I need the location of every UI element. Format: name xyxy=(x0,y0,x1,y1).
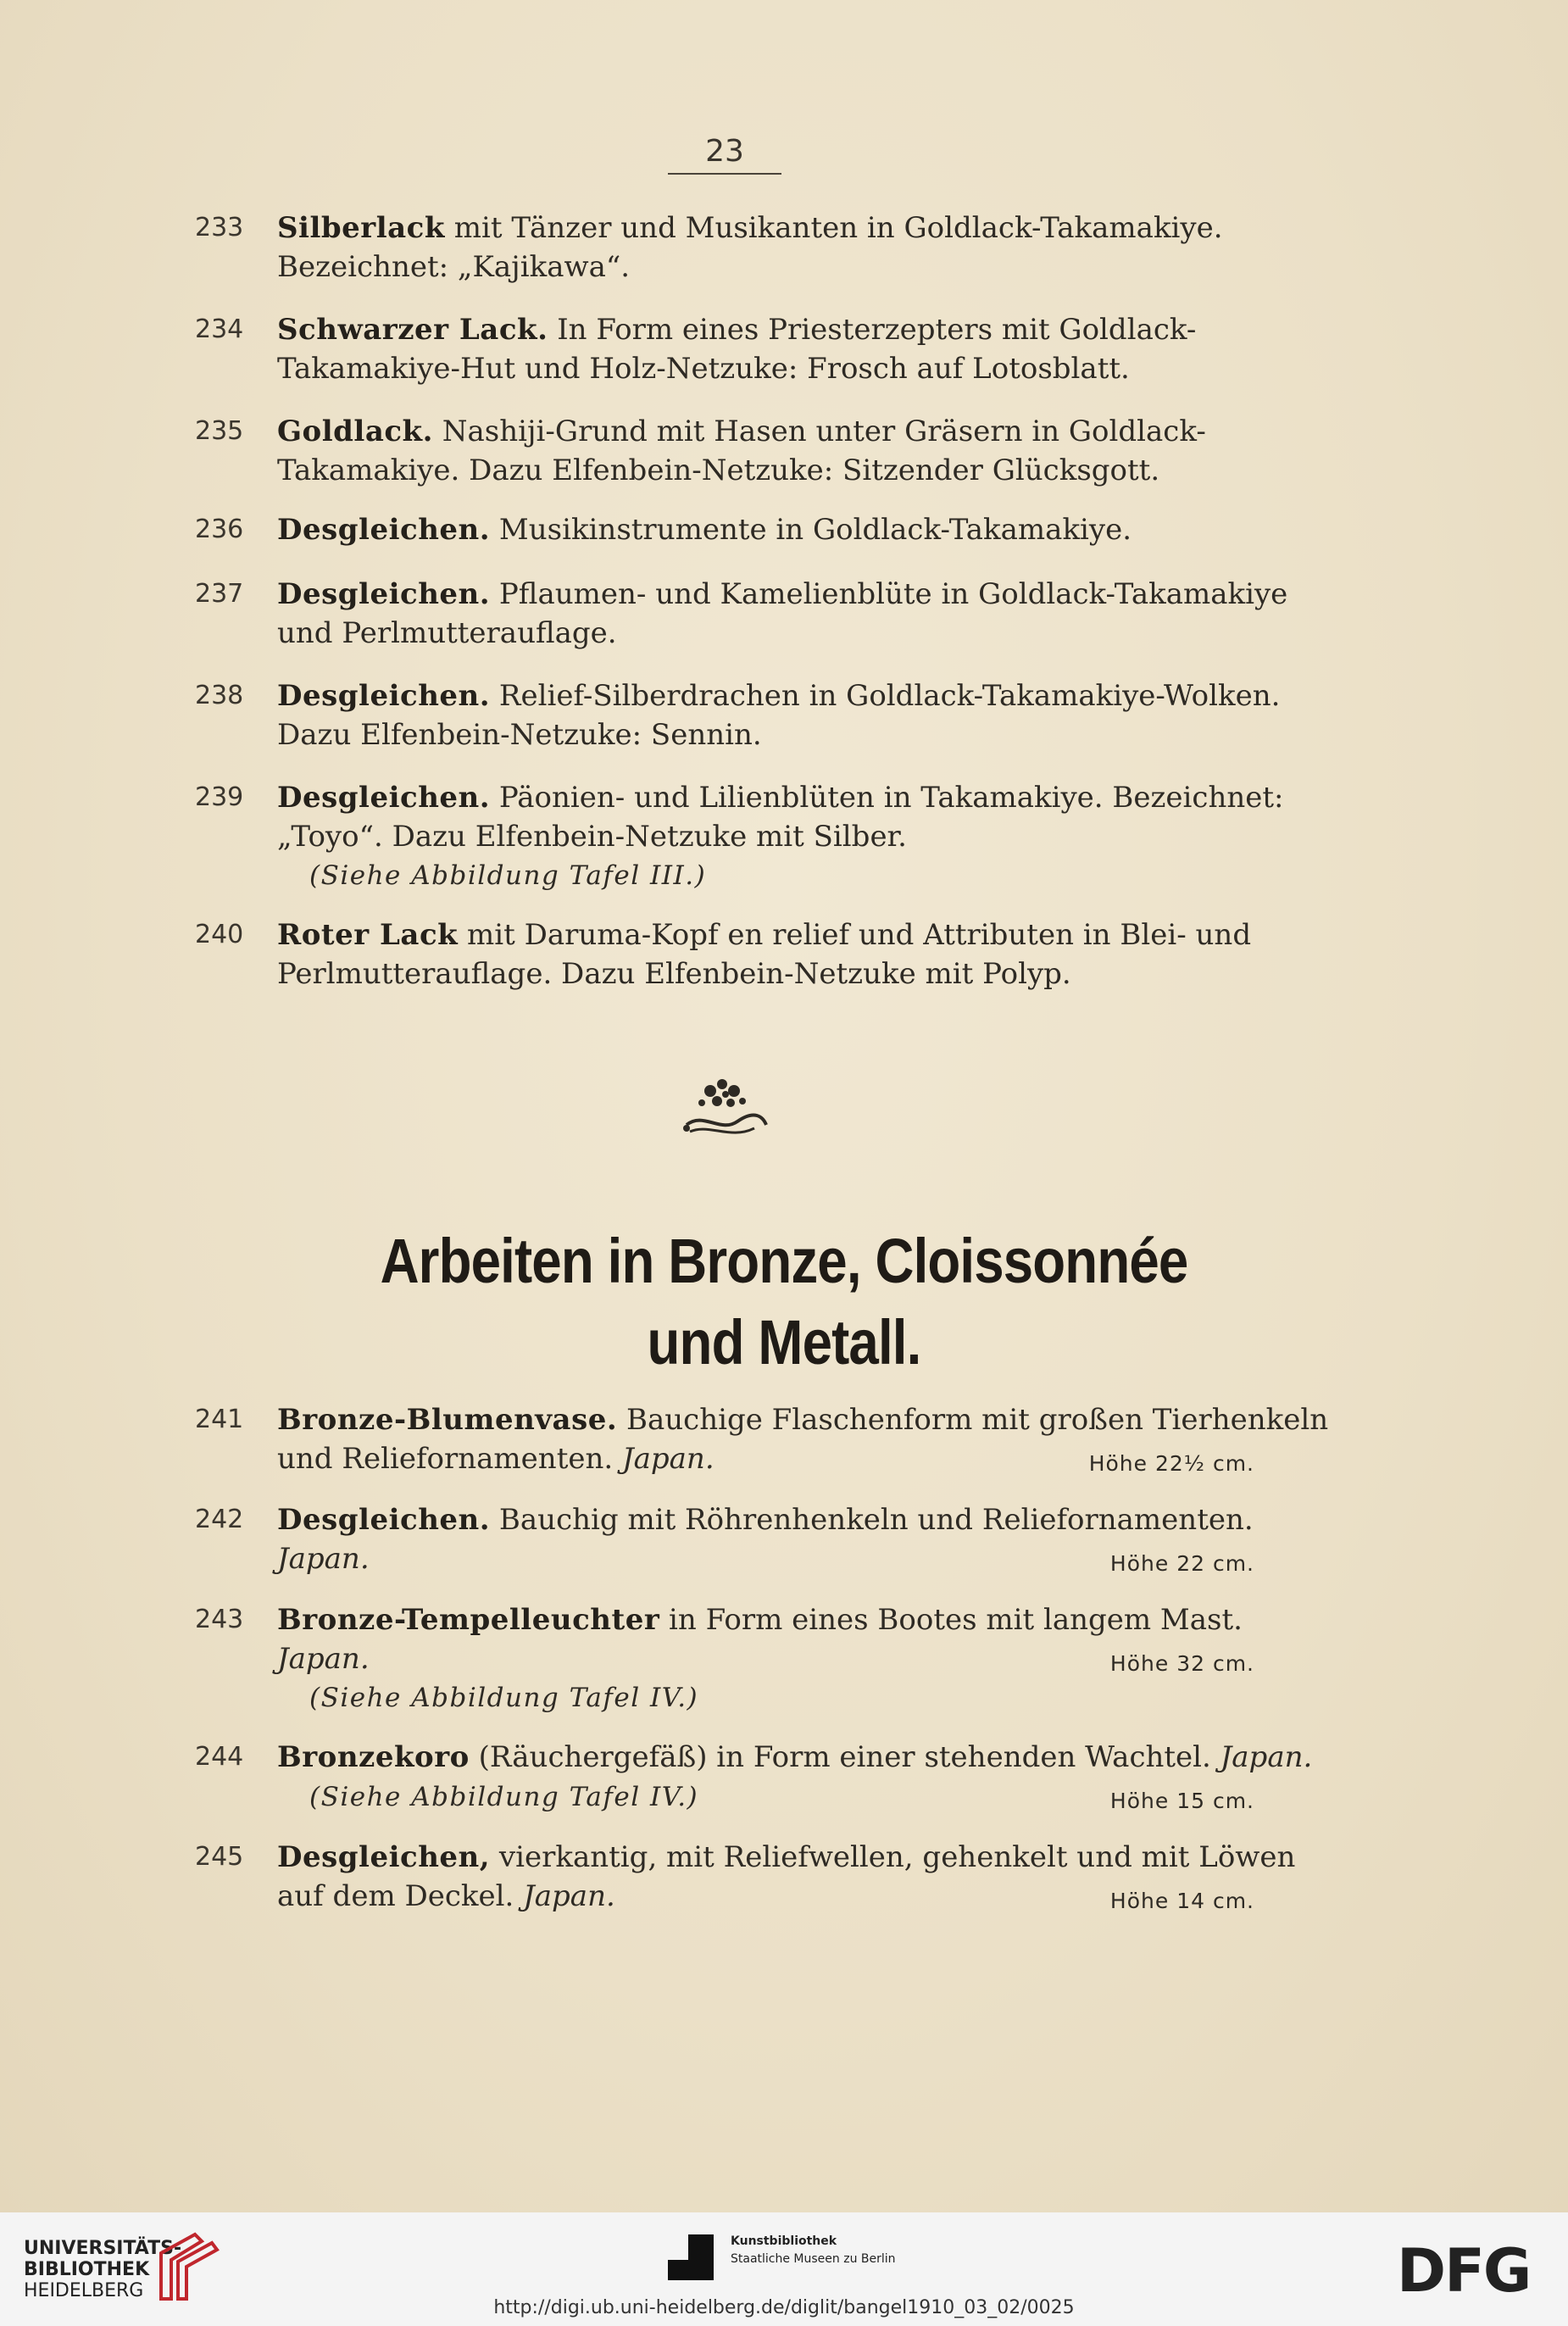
ub-line2: BIBLIOTHEK xyxy=(24,2259,150,2280)
entry-number: 240 xyxy=(195,920,244,949)
entry-lead-term: Desgleichen, xyxy=(277,1840,491,1874)
entry-text xyxy=(277,575,1288,653)
entry-number: 238 xyxy=(195,681,244,710)
entry-plate-reference: (Siehe Abbildung Tafel IV.) xyxy=(309,1683,699,1713)
entry-description: (Räuchergefäß) in Form einer stehenden Wachtel. xyxy=(469,1740,1220,1774)
entry-description: mit Daruma-Kopf en relief und Attributen in Blei- und xyxy=(458,918,1252,952)
entry-origin: Japan. xyxy=(277,1542,370,1576)
entry-line xyxy=(277,676,1281,715)
entry-description: in Form eines Bootes mit langem Mast. xyxy=(659,1603,1243,1637)
entry-height: Höhe 15 cm. xyxy=(1109,1789,1254,1813)
ub-line1: UNIVERSITÄTS- xyxy=(24,2238,182,2259)
entry-description: auf dem Deckel. xyxy=(277,1879,524,1913)
entry-text xyxy=(277,1838,1296,1916)
entry-text xyxy=(277,209,1254,287)
catalog-entry-237 xyxy=(195,575,1288,653)
source-url[interactable]: http://digi.ub.uni-heidelberg.de/diglit/bangel1910_03_02/0025 xyxy=(493,2297,1075,2318)
entry-description: mit Tänzer und Musikanten in Goldlack-Takamakiye. xyxy=(444,211,1223,245)
entry-lead-term: Bronzekoro xyxy=(277,1740,470,1774)
entry-description: Päonien- und Lilienblüten in Takamakiye. Bezeichnet: xyxy=(490,781,1284,815)
kunstbibliothek-logo-icon[interactable] xyxy=(668,2234,714,2280)
catalog-entry-240 xyxy=(195,915,1254,993)
catalog-entry-245 xyxy=(195,1838,1296,1921)
entry-description: Takamakiye-Hut und Holz-Netzuke: Frosch auf Lotosblatt. xyxy=(277,352,1130,386)
section-heading-line2: und Metall. xyxy=(647,1307,921,1377)
entry-description: Bauchige Flaschenform mit großen Tierhenkeln xyxy=(617,1403,1329,1437)
entry-origin: Japan. xyxy=(523,1879,615,1913)
entry-line xyxy=(277,1639,1254,1678)
entry-height: Höhe 22 cm. xyxy=(1109,1551,1254,1576)
entry-plate-reference: (Siehe Abbildung Tafel III.) xyxy=(309,860,707,891)
catalog-entry-233 xyxy=(195,209,1254,287)
kb-subtitle: Staatliche Museen zu Berlin xyxy=(731,2252,896,2266)
entry-number: 241 xyxy=(195,1405,244,1434)
entry-line xyxy=(277,310,1254,349)
entry-line xyxy=(277,1400,1329,1439)
entry-line xyxy=(277,349,1254,388)
entry-number: 235 xyxy=(195,416,244,446)
catalog-entry-236 xyxy=(195,510,1254,549)
entry-lead-term: Desgleichen. xyxy=(277,577,491,611)
kb-title: Kunstbibliothek xyxy=(731,2234,837,2248)
entry-origin: Japan. xyxy=(1220,1740,1313,1774)
entry-number: 239 xyxy=(195,782,244,812)
kunstbibliothek-text[interactable] xyxy=(731,2233,896,2268)
entry-line xyxy=(277,1439,1254,1478)
entry-height: Höhe 22½ cm. xyxy=(1088,1451,1254,1476)
entry-line xyxy=(277,778,1284,817)
entry-origin: Japan. xyxy=(277,1642,370,1676)
catalog-entry-242 xyxy=(195,1500,1254,1583)
entry-lead-term: Silberlack xyxy=(277,211,445,245)
dfg-logo[interactable]: DFG xyxy=(1397,2236,1531,2306)
entry-line xyxy=(277,248,1254,287)
entry-number: 234 xyxy=(195,314,244,344)
entry-description: Bezeichnet: „Kajikawa“. xyxy=(277,250,631,284)
entry-text xyxy=(277,1500,1254,1578)
catalog-entry-235 xyxy=(195,412,1254,490)
entry-number: 233 xyxy=(195,213,244,242)
entry-text xyxy=(277,1400,1329,1478)
entry-description: „Toyo“. Dazu Elfenbein-Netzuke mit Silber. xyxy=(277,820,907,854)
entry-line xyxy=(277,954,1254,993)
catalog-entry-241 xyxy=(195,1400,1329,1483)
entry-text xyxy=(277,778,1284,895)
entry-line xyxy=(277,412,1254,451)
entry-description: Dazu Elfenbein-Netzuke: Sennin. xyxy=(277,718,762,752)
entry-number: 237 xyxy=(195,579,244,609)
entry-lead-term: Desgleichen. xyxy=(277,679,491,713)
entry-description: Takamakiye. Dazu Elfenbein-Netzuke: Sitzender Glücksgott. xyxy=(277,454,1160,487)
entry-lead-term: Desgleichen. xyxy=(277,781,491,815)
entry-height: Höhe 32 cm. xyxy=(1109,1651,1254,1676)
entry-description: In Form eines Priesterzepters mit Goldlack- xyxy=(548,313,1197,347)
entry-number: 242 xyxy=(195,1505,244,1534)
entry-line xyxy=(277,1877,1254,1916)
entry-origin: Japan. xyxy=(622,1442,714,1476)
entry-text xyxy=(277,915,1254,993)
entry-text xyxy=(277,1738,1313,1817)
entry-text xyxy=(277,412,1254,490)
entry-text xyxy=(277,1600,1254,1717)
ub-heidelberg-logo-icon[interactable] xyxy=(153,2228,225,2306)
catalog-entry-234 xyxy=(195,310,1254,388)
catalog-entry-243 xyxy=(195,1600,1254,1717)
entry-description: Musikinstrumente in Goldlack-Takamakiye. xyxy=(490,513,1132,547)
entry-line xyxy=(277,915,1254,954)
entry-description: Relief-Silberdrachen in Goldlack-Takamakiye-Wolken. xyxy=(490,679,1281,713)
entry-height: Höhe 14 cm. xyxy=(1109,1889,1254,1913)
entry-line xyxy=(277,1838,1296,1877)
catalog-entry-244 xyxy=(195,1738,1313,1821)
ub-line3: HEIDELBERG xyxy=(24,2280,144,2301)
entry-lead-term: Schwarzer Lack. xyxy=(277,313,548,347)
entry-number: 243 xyxy=(195,1605,244,1634)
entry-line xyxy=(277,1738,1313,1777)
entry-description: und Perlmutterauflage. xyxy=(277,616,617,650)
entry-line xyxy=(277,614,1254,653)
entry-lead-term: Desgleichen. xyxy=(277,513,491,547)
floral-ornament-icon xyxy=(678,1072,771,1140)
entry-line xyxy=(277,1539,1254,1578)
entry-line xyxy=(277,715,1254,754)
entry-description: Bauchig mit Röhrenhenkeln und Reliefornamenten. xyxy=(490,1503,1254,1537)
footer-bar xyxy=(0,2212,1568,2326)
entry-line xyxy=(277,1777,1254,1817)
entry-description: Perlmutterauflage. Dazu Elfenbein-Netzuke mit Polyp. xyxy=(277,957,1071,991)
entry-description: vierkantig, mit Reliefwellen, gehenkelt und mit Löwen xyxy=(490,1840,1296,1874)
entry-number: 244 xyxy=(195,1742,244,1772)
page-number-rule xyxy=(668,173,781,175)
entry-line xyxy=(277,1600,1254,1639)
entry-line xyxy=(277,817,1254,856)
section-heading xyxy=(329,1221,1240,1383)
entry-lead-term: Bronze-Blumenvase. xyxy=(277,1403,618,1437)
entry-line xyxy=(277,451,1254,490)
entry-description: Nashiji-Grund mit Hasen unter Gräsern in Goldlack- xyxy=(432,415,1206,448)
entry-line xyxy=(277,209,1254,248)
entry-description: und Reliefornamenten. xyxy=(277,1442,622,1476)
catalog-entry-239 xyxy=(195,778,1284,895)
entry-plate-reference: (Siehe Abbildung Tafel IV.) xyxy=(309,1782,699,1812)
entry-line xyxy=(277,1500,1254,1539)
entry-line xyxy=(277,575,1288,614)
entry-number: 236 xyxy=(195,515,244,544)
entry-lead-term: Roter Lack xyxy=(277,918,459,952)
entry-text xyxy=(277,310,1254,388)
section-heading-line1: Arbeiten in Bronze, Cloissonnée xyxy=(380,1226,1188,1296)
entry-text xyxy=(277,510,1254,549)
entry-description: Pflaumen- und Kamelienblüte in Goldlack-Takamakiye xyxy=(490,577,1288,611)
catalog-entry-238 xyxy=(195,676,1281,754)
entry-line xyxy=(277,510,1254,549)
entry-number: 245 xyxy=(195,1842,244,1872)
entry-lead-term: Bronze-Tempelleuchter xyxy=(277,1603,660,1637)
entry-lead-term: Goldlack. xyxy=(277,415,433,448)
page-number: 23 xyxy=(705,134,744,169)
entry-text xyxy=(277,676,1281,754)
entry-lead-term: Desgleichen. xyxy=(277,1503,491,1537)
